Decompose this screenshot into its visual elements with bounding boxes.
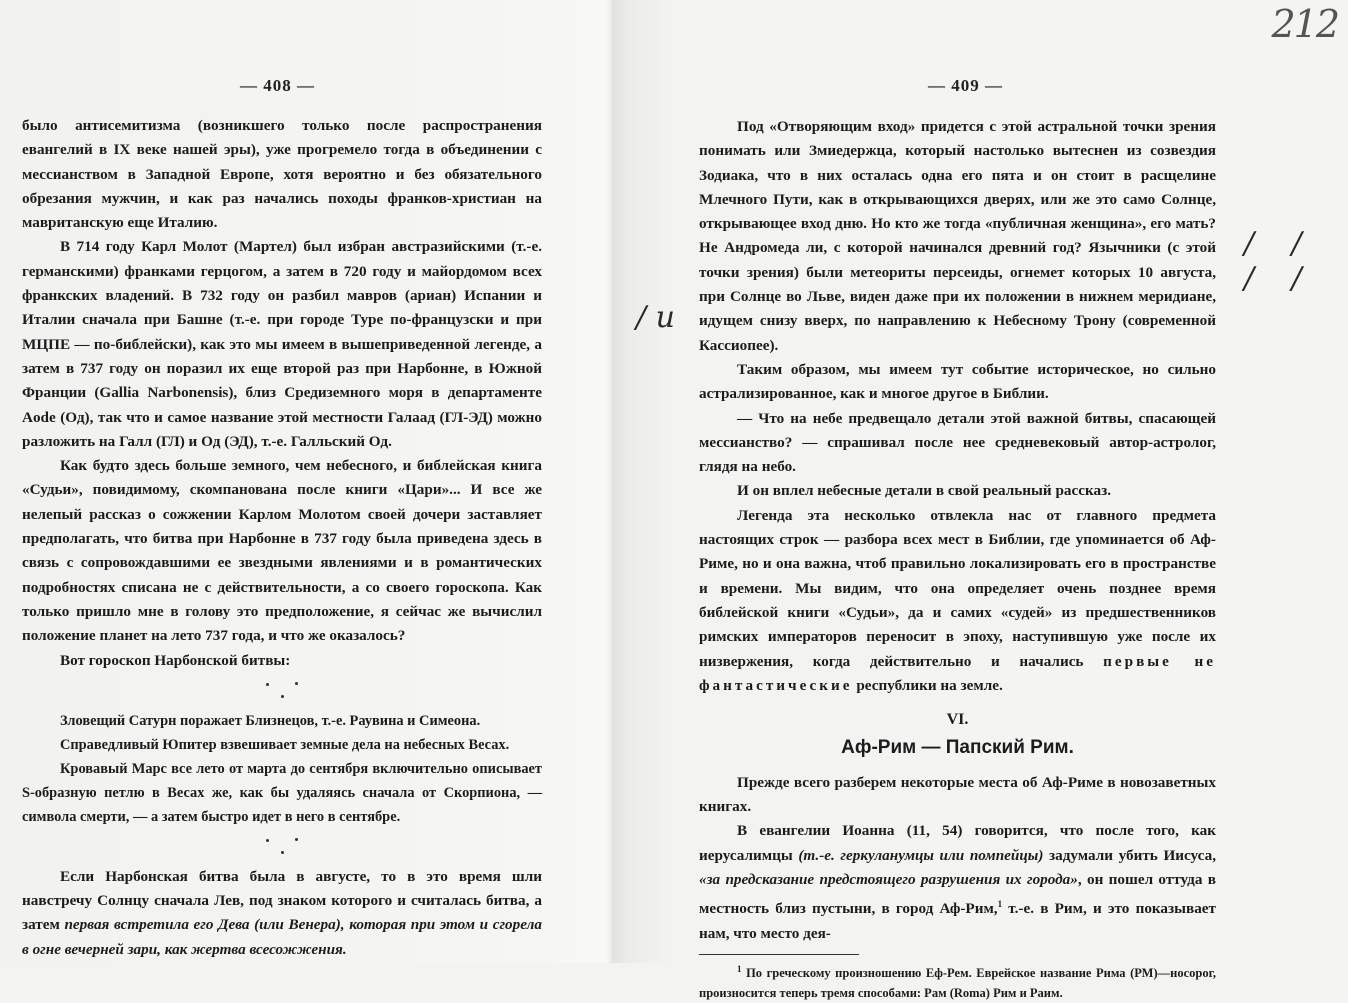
italic-run: (т.-е. геркуланумцы или помпейцы) (798, 846, 1044, 864)
footnote-divider (699, 954, 859, 955)
paragraph: В 714 году Карл Молот (Мартел) был избран австразийскими (т.-е. германскими) франками герцогом, а затем в 720 году и майордомом всех франкских владений. В 732 году он разбил мавров (ариан) Испании и Италии сначала при Башне (т.-е. при городе Туре по-французски и при МЦПЕ — по-библейски), как это мы имеем в вышеприведенной легенде, а затем в 737 году он поразил их еще второй раз при Нарбонне, в Южной Франции (Gallia Narbonensis), близ Средиземного моря в департаменте Aode (Од), так что и самое название этой местности Галаад (ГЛ-ЭД) можно разложить на Галл (ГЛ) и Од (ЭД), т.-е. Галльский Од. (22, 238, 542, 450)
paragraph: Как будто здесь больше земного, чем небесного, и библейская книга «Судьи», повидимому, скомпанована после книги «Цари»... И все же нелепый рассказ о сожжении Карлом Молотом своей дочери заставляет предполагать, что битва при Нарбонне в 737 году была приведена здесь в связь с сопровождавшими ее звездными явлениями и в романтических подробностях списана не с действительности, а со своего гороскопа. Как только пришло мне в голову это предположение, я сейчас же вычислил положение планет на лето 737 года, и что же оказалось? (22, 457, 542, 645)
text-run: , он пошел оттуда в местность близ пустыни, в город Аф-Рим, (699, 870, 1216, 918)
footnote-reference: 1 (997, 899, 1003, 910)
right-page-text (699, 115, 1216, 1003)
footnote-body: По греческому произношению Еф-Рем. Еврейское название Рима (РМ)—носорог, произносится теперь тремя способами: Рам (Roma) Рим и Раим. (699, 966, 1216, 1001)
paragraph-closing (22, 865, 542, 962)
quote-line: Кровавый Марс все лето от марта до сентября включительно описывает S-образную петлю в Весах же, как бы удаляясь сначала от Скорпиона, — символа смерти, — а затем быстро идет в него в сентябре. (22, 760, 542, 825)
italic-run: первая встретила его Дева (или Венера), которая при этом и сгорела в огне вечерней зари, как жертва всесожжения. (22, 916, 542, 958)
spaced-emphasis: первые не фантастические (699, 652, 1217, 694)
paragraph: Таким образом, мы имеем тут событие историческое, но сильно астрализированное, как и многое другое в Библии. (699, 360, 1216, 403)
asterism-dot (266, 839, 269, 842)
paragraph: И он вплел небесные детали в свой реальный рассказ. (737, 482, 1111, 500)
paragraph: было антисемитизма (возникшего только после распространения евангелий в IX веке нашей эры), уже прогремело тогда в объединении с мессианством в Западной Европе, хотя вероятно и без обязательного обрезания мужчин, и как раз начались походы франков-христиан на мавританскую еще Италию. (22, 117, 542, 232)
quote-line: Справедливый Юпитер взвешивает земные дела на небесных Весах. (60, 736, 510, 753)
asterism-dot (295, 682, 298, 685)
paragraph: Под «Отворяющим вход» придется с этой астральной точки зрения понимать или Змиедержца, который настолько вытеснен из созвездия Зодиака, что в них осталась одна его пята и он стоит в расщелине Млечного Пути, как в открывающихся дверях, или же это само Солнце, открывающее вход дню. Но кто же тогда «публичная женщина», его мать? Не Андромеда ли, с которой начинался древний год? Язычники (с этой точки зрения) были метеориты персеиды, огнемет которых 10 августа, при Солнце во Льве, виден даже при их положении в нижнем меридиане, идущем снизу вверх, по направлению к Небесному Трону (современной Кассиопее). (699, 118, 1216, 354)
paragraph-legend (699, 504, 1216, 698)
footnote-text (699, 959, 1216, 1003)
left-page (0, 0, 612, 963)
asterism-dot (281, 695, 284, 698)
section-number: VI. (946, 711, 969, 729)
section-title: Аф-Рим — Папский Рим. (841, 737, 1074, 759)
text-run: В евангелии Иоанна (11, 54) говорится, что после того, как иерусалимцы (699, 822, 1216, 864)
text-run: Если Нарбонская битва была в августе, то в это время шли навстречу Солнцу сначала Лев, под знаком которого и считалась битва, а затем (22, 867, 542, 934)
asterism-divider (22, 829, 542, 865)
asterism-dot (295, 838, 298, 841)
text-run: задумали убить Иисуса, (1043, 846, 1216, 864)
page-number-408: — 408 — (240, 76, 315, 95)
paragraph: — Что на небе предвещало детали этой важной битвы, спасающей мессианство? — спрашивал после нее средневековый автор-астролог, глядя на небо. (699, 409, 1216, 476)
horoscope-quote (22, 709, 542, 829)
text-run: республики на земле. (852, 676, 1003, 694)
italic-run: «за предсказание предстоящего разрушения их города» (699, 870, 1078, 888)
handwritten-margin-mark: / и (636, 300, 675, 335)
handwritten-margin-mark: / / / / (1244, 226, 1316, 296)
left-page-text (22, 114, 542, 962)
asterism-dot (266, 683, 269, 686)
paragraph-john (699, 819, 1216, 946)
handwritten-archive-number: 212 (1271, 2, 1338, 46)
footnote (699, 959, 1216, 1003)
text-run: Легенда эта несколько отвлекла нас от главного предмета настоящих строк — разбора всех мест в Библии, где упоминается об Аф-Риме, но и она важна, чтоб правильно локализировать его в пространстве и времени. Мы видим, что она определяет очень позднее время библейской книги «Судьи», да и самих «судей» из предшественников римских императоров переносит в эпоху, наступившую уже после их низвержения, когда действительно и начались (699, 506, 1216, 670)
text-run: т.-е. в Рим, и это показывает нам, что место дея- (699, 900, 1216, 942)
asterism-dot (281, 851, 284, 854)
paragraph: Прежде всего разберем некоторые места об Аф-Риме в новозаветных книгах. (699, 773, 1216, 816)
quote-line: Зловещий Сатурн поражает Близнецов, т.-е. Раувина и Симеона. (60, 712, 481, 729)
paragraph: Вот гороскоп Нарбонской битвы: (60, 651, 291, 669)
asterism-divider (22, 673, 542, 709)
footnote-marker: 1 (737, 963, 742, 974)
page-number-409: — 409 — (928, 76, 1003, 95)
